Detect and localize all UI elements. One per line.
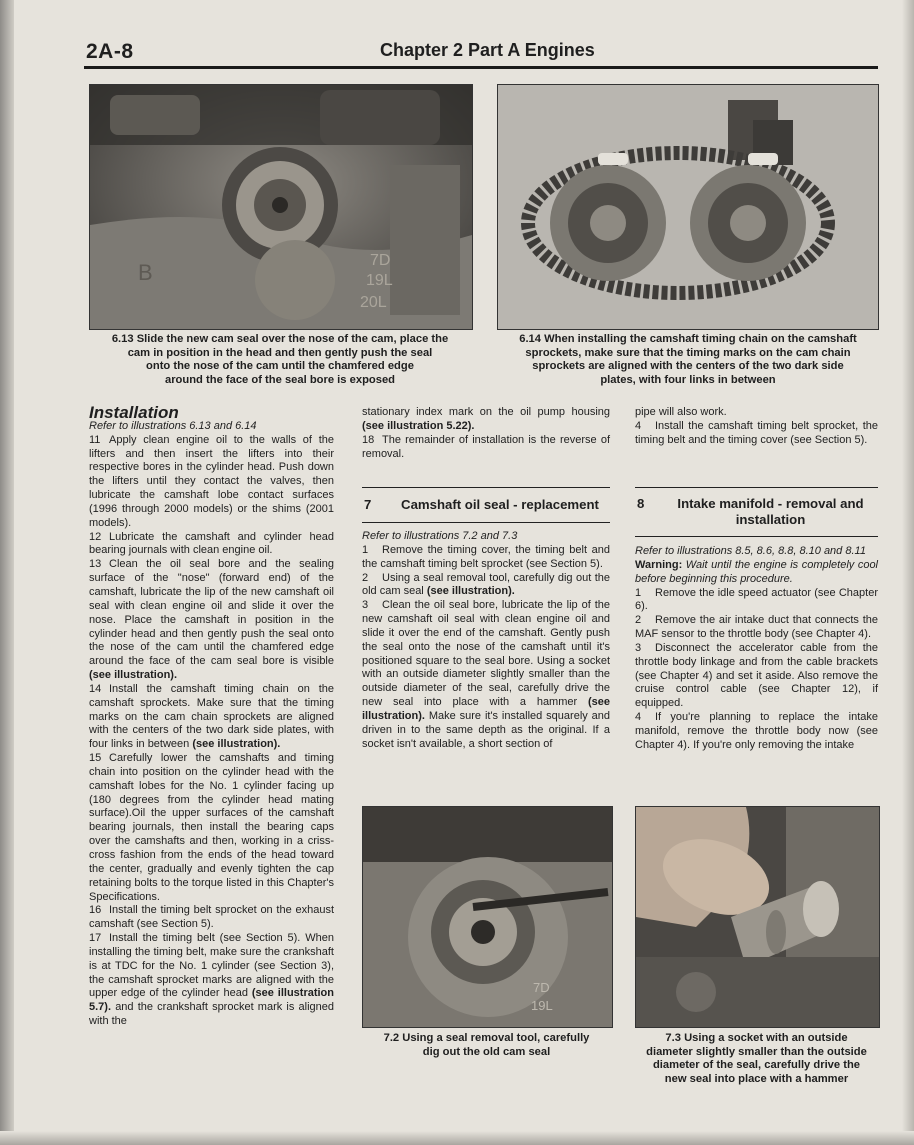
section-title-line-2: installation — [735, 512, 806, 527]
section-7-heading — [362, 487, 610, 523]
paragraph-1: 1 Remove the timing cover, the timing belt and the camshaft timing belt sprocket (see Section 5). — [362, 543, 610, 570]
column-3-top — [635, 406, 878, 448]
paragraph-3: 3 Clean the oil seal bore, lubricate the lip of the new camshaft oil seal with clean engine oil and slide it over the end of the camshaft. Gently push the seal onto the nose of the camshaft until it's positioned square to the seal bore. Using a socket with an outside diameter slightly smaller than the outside diameter of the seal, carefully drive the new seal into place with a hammer (see illustration). Make sure it's installed squarely and driven in to the same depth as the original. If a socket isn't available, a short section of — [362, 599, 611, 750]
casting-mark-7d: 7D — [370, 252, 391, 269]
continued-paragraph: pipe will also work. — [635, 406, 727, 418]
section-title-line-1: Intake manifold - removal and — [677, 496, 864, 511]
photo-6-13 — [89, 84, 473, 330]
column-1 — [89, 403, 334, 1029]
column-3-body — [635, 545, 878, 753]
paragraph-12: 12 Lubricate the camshaft and cylinder head bearing journals with clean engine oil. — [89, 530, 334, 557]
casting-mark-7d: 7D — [533, 980, 550, 995]
casting-mark-20l: 20L — [360, 294, 387, 311]
caption-line: sprockets are aligned with the centers of the two dark side — [532, 360, 844, 372]
photo-6-14 — [497, 84, 879, 330]
caption-line: around the face of the seal bore is exposed — [164, 373, 396, 386]
page-edge-shadow — [902, 0, 914, 1145]
caption-line: diameter of the seal, carefully drive the — [652, 1059, 861, 1071]
caption-line: 7.2 Using a seal removal tool, carefully — [383, 1032, 590, 1044]
caption-line: dig out the old cam seal — [422, 1045, 551, 1058]
section-8-heading — [635, 487, 878, 537]
reference-line: Refer to illustrations 8.5, 8.6, 8.8, 8.10 and 8.11 — [635, 545, 866, 557]
paragraph-1: 1 Remove the idle speed actuator (see Chapter 6). — [635, 586, 878, 613]
caption-line: onto the nose of the cam until the chamfered edge — [146, 360, 414, 372]
reference-line: Refer to illustrations 6.13 and 6.14 — [89, 419, 257, 432]
caption-line: 6.14 When installing the camshaft timing chain on the camshaft — [519, 333, 857, 345]
chapter-title: Chapter 2 Part A Engines — [380, 40, 595, 60]
caption-line: diameter slightly smaller than the outside — [646, 1045, 867, 1058]
casting-mark-19l: 19L — [531, 998, 553, 1013]
paragraph-18: 18 The remainder of installation is the reverse of removal. — [362, 433, 610, 460]
paragraph-3: 3 Disconnect the accelerator cable from the throttle body linkage and from the cable brackets (see Chapter 4) and set it aside. Also remove the cruise control cable (see Chapter 12), if equipped. — [635, 641, 878, 710]
column-2-body — [362, 530, 610, 752]
reference-line: Refer to illustrations 7.2 and 7.3 — [362, 530, 518, 542]
photo-7-2 — [362, 806, 613, 1028]
caption-6-13 — [89, 333, 471, 387]
section-title: Camshaft oil seal - replacement — [401, 497, 599, 512]
caption-line: 6.13 Slide the new cam seal over the nose of the cam, place the — [111, 333, 449, 345]
page-bottom-shadow — [0, 1131, 914, 1145]
paragraph-4: 4 If you're planning to replace the intake manifold, remove the throttle body now (see Chapter 4). If you're only removing the intake — [635, 711, 878, 751]
paragraph-13: 13 Clean the oil seal bore and the sealing surface of the "nose" (forward end) of the camshaft, lubricate the lip of the new camshaft oil seal with clean engine oil and slide it over the nose. Place the camshaft in position in the cylinder head and then gently push the seal onto the nose of the cam until the chamfered edge around the face of the cam seal bore is visible (see illustration). — [89, 558, 334, 682]
section-number: 7 — [364, 497, 372, 512]
installation-heading: Installation — [89, 403, 179, 422]
column-2-top — [362, 406, 610, 461]
section-number: 8 — [637, 496, 645, 511]
casting-mark-b: B — [138, 260, 153, 285]
caption-line: cam in position in the head and then gently push the seal — [127, 346, 433, 359]
casting-mark-19l: 19L — [366, 272, 393, 289]
caption-7-3 — [635, 1032, 878, 1086]
continued-paragraph: stationary index mark on the oil pump housing (see illustration 5.22). — [362, 406, 610, 432]
paragraph-11: 11 Apply clean engine oil to the walls of the lifters and then insert the lifters into their respective bores in the cylinder head. Push down the lifters until they contact the valves, then lubricate the camshaft lobe contact surfaces (1996 through 2000 models) or the shims (2001 models). — [89, 433, 334, 529]
paragraph-2: 2 Using a seal removal tool, carefully dig out the old cam seal (see illustration). — [362, 571, 610, 598]
paragraph-14: 14 Install the camshaft timing chain on the camshaft sprockets. Make sure that the timing marks on the cam chain sprockets are aligned with the centers of the two dark side plates, with four links in between (see illustration). — [89, 682, 334, 751]
caption-7-2 — [362, 1032, 611, 1059]
paragraph-15: 15 Carefully lower the camshafts and timing chain into position on the cylinder head with the camshaft lobes for the No. 1 cylinder facing up (180 degrees from the cylinder head mating surface).Oil the upper surfaces of the camshaft bearing journals, then install the bearing caps over the camshafts and then, working in a criss-cross fashion from the ends of the head toward the center, gradually and evenly tighten the cap retaining bolts to the torque listed in this Chapter's Specifications. — [89, 752, 334, 903]
page-number: 2A-8 — [86, 40, 134, 63]
paragraph-16: 16 Install the timing belt sprocket on the exhaust camshaft (see Section 5). — [89, 904, 334, 931]
page-binding-shadow — [0, 0, 14, 1145]
paragraph-17: 17 Install the timing belt (see Section 5). When installing the timing belt, make sure the crankshaft is at TDC for the No. 1 cylinder (see Section 3), the camshaft sprocket marks are aligned with the upper edge of the cylinder head (see illustration 5.7). and the crankshaft sprocket mark is aligned with the — [89, 932, 334, 1028]
caption-line: sprockets, make sure that the timing marks on the cam chain — [525, 346, 851, 359]
caption-line: new seal into place with a hammer — [664, 1072, 849, 1085]
caption-6-14 — [497, 333, 879, 387]
warning: Warning: Wait until the engine is completely cool before beginning this procedure. — [635, 558, 879, 585]
caption-line: plates, with four links in between — [600, 373, 776, 386]
caption-line: 7.3 Using a socket with an outside — [665, 1032, 848, 1044]
paragraph-4: 4 Install the camshaft timing belt sprocket, the timing belt and the timing cover (see Section 5). — [635, 419, 878, 446]
paragraph-2: 2 Remove the air intake duct that connects the MAF sensor to the throttle body (see Chapter 4). — [635, 614, 878, 641]
header-rule — [84, 66, 878, 69]
photo-7-3 — [635, 806, 880, 1028]
